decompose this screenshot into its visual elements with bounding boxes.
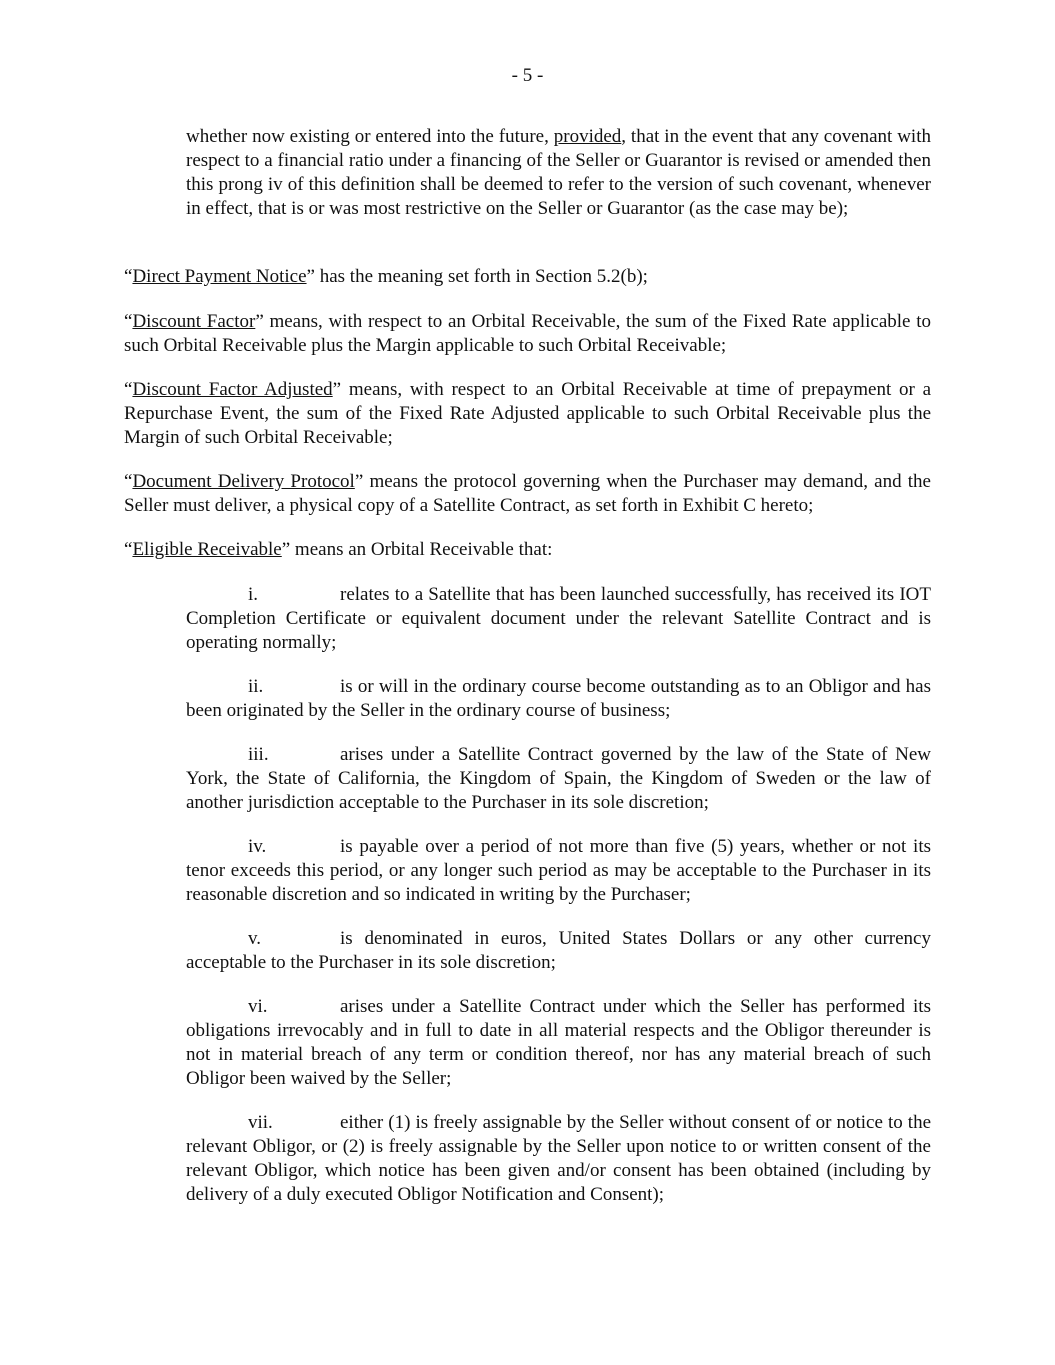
list-item: [186, 743, 931, 815]
provided-term: provided: [553, 126, 622, 147]
list-item: [186, 995, 931, 1091]
list-item-text: relates to a Satellite that has been launched successfully, has received its IOT Completion Certificate or equivalent document under the relevant Satellite Contract and is operating normally;: [186, 584, 931, 653]
list-item-text: arises under a Satellite Contract governed by the law of the State of New York, the State of California, the Kingdom of Spain, the Kingdom of Sweden or the law of another jurisdiction acceptable to the Purchaser in its sole discretion;: [186, 744, 931, 813]
continuation-pre: whether now existing or entered into the future,: [186, 126, 554, 147]
open-quote: “: [124, 379, 133, 400]
defined-term: Document Delivery Protocol: [132, 471, 355, 492]
list-item-text: is payable over a period of not more than five (5) years, whether or not its tenor exceeds this period, or any longer such period as may be acceptable to the Purchaser in its reasonable discretion and so indicated in writing by the Purchaser;: [186, 836, 931, 905]
defined-term: Discount Factor: [132, 311, 256, 332]
definition-eligible-receivable: [124, 538, 931, 562]
page-number: - 5 -: [511, 65, 544, 86]
open-quote: “: [124, 311, 133, 332]
defined-term: Discount Factor Adjusted: [132, 379, 333, 400]
open-quote: “: [124, 539, 133, 560]
list-item: [186, 927, 931, 975]
list-marker: iv.: [248, 836, 267, 857]
continuation-paragraph: [186, 125, 931, 221]
definition-text: ” means an Orbital Receivable that:: [281, 539, 553, 560]
list-item-text: is denominated in euros, United States Dollars or any other currency acceptable to the Purchaser in its sole discretion;: [186, 928, 931, 973]
definition-text: ” means, with respect to an Orbital Receivable, the sum of the Fixed Rate applicable to such Orbital Receivable plus the Margin applicable to such Orbital Receivable;: [124, 311, 931, 356]
list-marker: v.: [248, 928, 262, 949]
defined-term: Eligible Receivable: [132, 539, 282, 560]
list-item-text: arises under a Satellite Contract under which the Seller has performed its obligations irrevocably and in full to date in all material respects and the Obligor thereunder is not in material breach of any term or condition thereof, nor has any material breach of such Obligor been waived by the Seller;: [186, 996, 931, 1089]
list-item-text: is or will in the ordinary course become outstanding as to an Obligor and has been originated by the Seller in the ordinary course of business;: [186, 676, 931, 721]
list-marker: vii.: [248, 1112, 273, 1133]
definition-text: ” means, with respect to an Orbital Receivable at time of prepayment or a Repurchase Event, the sum of the Fixed Rate Adjusted applicable to such Orbital Receivable plus the Margin of such Orbital Receivable;: [124, 379, 932, 448]
list-marker: i.: [248, 584, 259, 605]
list-marker: ii.: [248, 676, 264, 697]
list-item: [186, 675, 931, 723]
definition-text: ” means the protocol governing when the Purchaser may demand, and the Seller must deliver, a physical copy of a Satellite Contract, as set forth in Exhibit C hereto;: [124, 471, 931, 516]
list-marker: iii.: [248, 744, 269, 765]
list-item-text: either (1) is freely assignable by the Seller without consent of or notice to the relevant Obligor, or (2) is freely assignable by the Seller upon notice to or written consent of the relevant Obligor, which notice has been given and/or consent has been obtained (including by delivery of a duly executed Obligor Notification and Consent);: [186, 1112, 931, 1205]
continuation-post: , that in the event that any covenant with respect to a financial ratio under a financing of the Seller or Guarantor is revised or amended then this prong iv of this definition shall be deemed to refer to the version of such covenant, whenever in effect, that is or was most restrictive on the Seller or Guarantor (as the case may be);: [186, 126, 931, 219]
defined-term: Direct Payment Notice: [132, 266, 307, 287]
list-item: [186, 583, 931, 655]
definition-text: ” has the meaning set forth in Section 5.2(b);: [306, 266, 648, 287]
definition-document-delivery-protocol: [124, 470, 931, 518]
open-quote: “: [124, 266, 133, 287]
list-item: [186, 835, 931, 907]
open-quote: “: [124, 471, 133, 492]
definition-discount-factor-adjusted: [124, 378, 931, 450]
list-marker: vi.: [248, 996, 268, 1017]
definition-discount-factor: [124, 310, 931, 358]
list-item: [186, 1111, 931, 1207]
definition-direct-payment-notice: [124, 265, 931, 289]
